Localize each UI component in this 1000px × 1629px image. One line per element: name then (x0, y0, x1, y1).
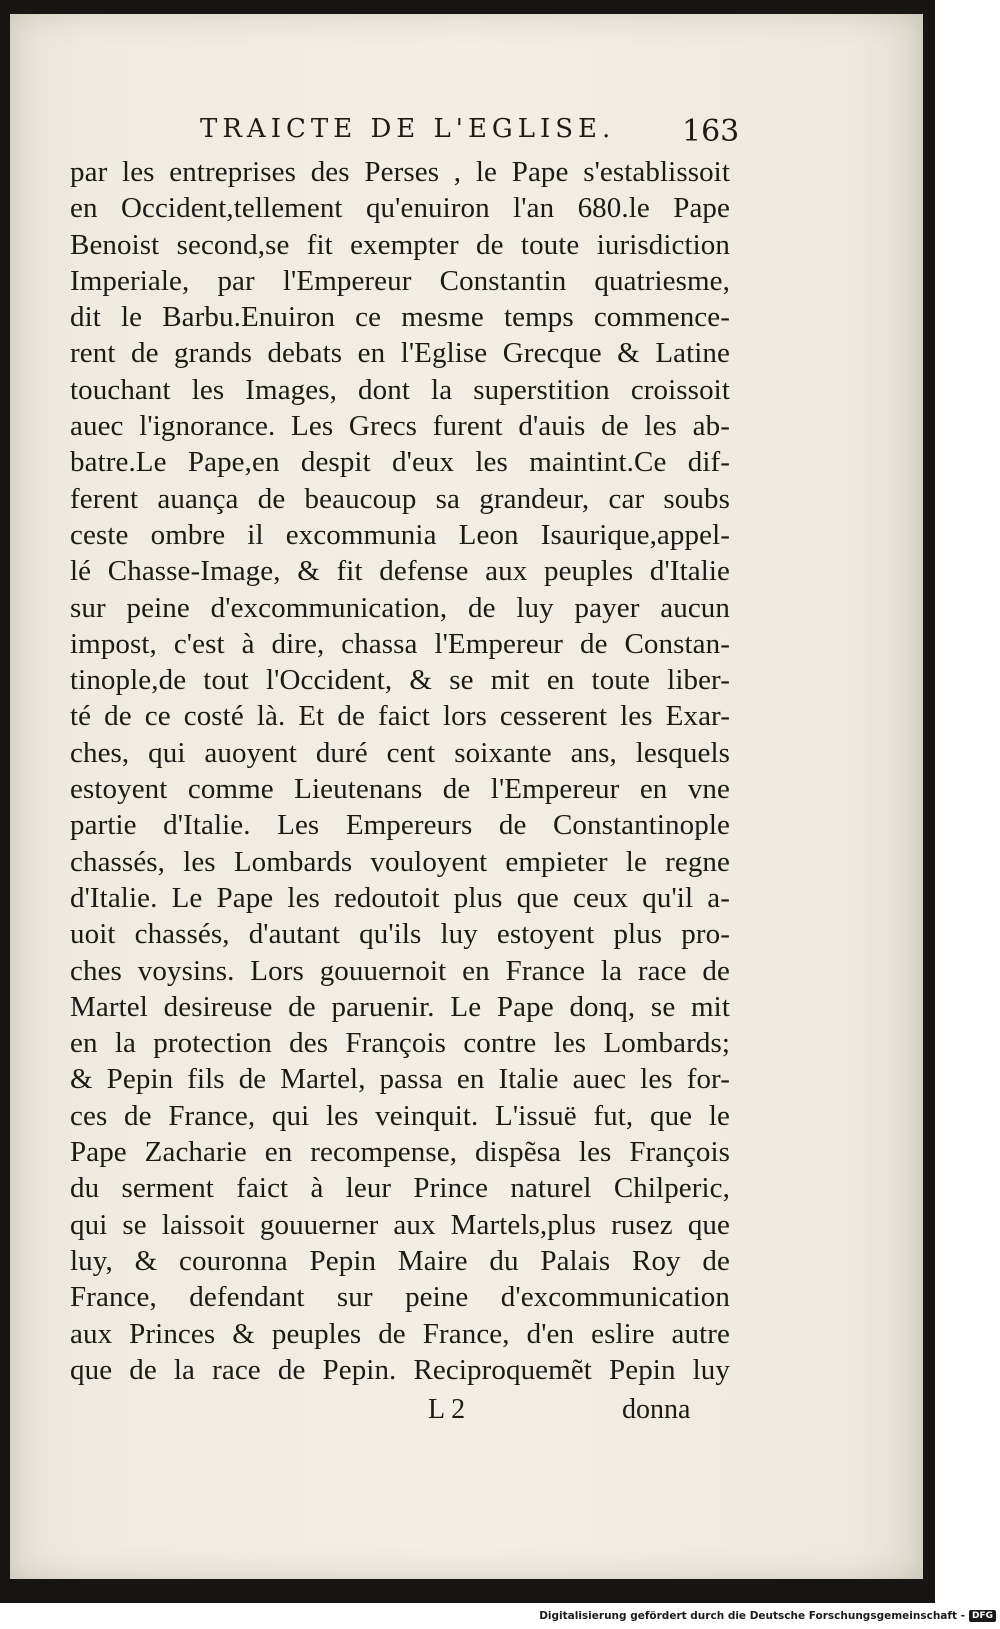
text-line: d'Italie. Le Pape les redoutoit plus que ceux qu'il a- (70, 881, 730, 914)
digitization-credit: Digitalisierung gefördert durch die Deutsche Forschungsgemeinschaft - (539, 1610, 965, 1622)
text-line: partie d'Italie. Les Empereurs de Constantinople (70, 809, 730, 842)
text-line: que de la race de Pepin. Reciproquemẽt Pepin luy (70, 1353, 730, 1386)
text-line: té de ce costé là. Et de faict lors cesserent les Exar- (70, 700, 730, 733)
text-line: impost, c'est à dire, chassa l'Empereur de Constan- (70, 627, 730, 660)
text-line: dit le Barbu.Enuiron ce mesme temps commence- (70, 301, 730, 334)
text-line: Martel desireuse de paruenir. Le Pape donq, se mit (70, 990, 730, 1023)
text-line: batre.Le Pape,en despit d'eux les maintint.Ce dif- (70, 446, 730, 479)
catchword: donna (622, 1394, 691, 1425)
text-line: ferent auança de beaucoup sa grandeur, car soubs (70, 482, 730, 515)
text-line: France, defendant sur peine d'excommunication (70, 1281, 730, 1314)
text-line: estoyent comme Lieutenans de l'Empereur en vne (70, 773, 730, 806)
text-line: uoit chassés, d'autant qu'ils luy estoyent plus pro- (70, 918, 730, 951)
text-line: ceste ombre il excommunia Leon Isaurique,appel- (70, 518, 730, 551)
text-line: Pape Zacharie en recompense, dispẽsa les François (70, 1136, 730, 1169)
text-line: qui se laissoit gouuerner aux Martels,plus rusez que (70, 1208, 730, 1241)
text-line: chassés, les Lombards vouloyent empieter le regne (70, 845, 730, 878)
text-line: ches voysins. Lors gouuernoit en France la race de (70, 954, 730, 987)
text-line: luy, & couronna Pepin Maire du Palais Roy de (70, 1244, 730, 1277)
text-line: aux Princes & peuples de France, d'en eslire autre (70, 1317, 730, 1350)
signature-mark: L 2 (428, 1394, 466, 1425)
running-head: TRAICTE DE L'EGLISE. (200, 114, 616, 144)
digitization-credit-bar (539, 1606, 996, 1626)
text-line: lé Chasse-Image, & fit defense aux peuples d'Italie (70, 555, 730, 588)
text-line: du serment faict à leur Prince naturel Chilperic, (70, 1172, 730, 1205)
text-line: & Pepin fils de Martel, passa en Italie auec les for- (70, 1063, 730, 1096)
text-line: ces de France, qui les veinquit. L'issuë fut, que le (70, 1099, 730, 1132)
text-line: touchant les Images, dont la superstition croissoit (70, 373, 730, 406)
text-line: auec l'ignorance. Les Grecs furent d'auis de les ab- (70, 410, 730, 443)
book-page (10, 14, 923, 1579)
text-line: en la protection des François contre les Lombards; (70, 1027, 730, 1060)
text-line: tinople,de tout l'Occident, & se mit en toute liber- (70, 664, 730, 697)
text-line: rent de grands debats en l'Eglise Grecque & Latine (70, 337, 730, 370)
text-line: ches, qui auoyent duré cent soixante ans, lesquels (70, 736, 730, 769)
text-line: Imperiale, par l'Empereur Constantin quatriesme, (70, 264, 730, 297)
text-line: Benoist second,se fit exempter de toute iurisdiction (70, 228, 730, 261)
body-text (70, 154, 730, 1388)
text-line: sur peine d'excommunication, de luy payer aucun (70, 591, 730, 624)
page-number: 163 (682, 114, 740, 149)
dfg-logo: DFG (969, 1610, 996, 1622)
text-line: par les entreprises des Perses , le Pape s'establissoit (70, 156, 730, 188)
text-line: en Occident,tellement qu'enuiron l'an 680.le Pape (70, 192, 730, 225)
